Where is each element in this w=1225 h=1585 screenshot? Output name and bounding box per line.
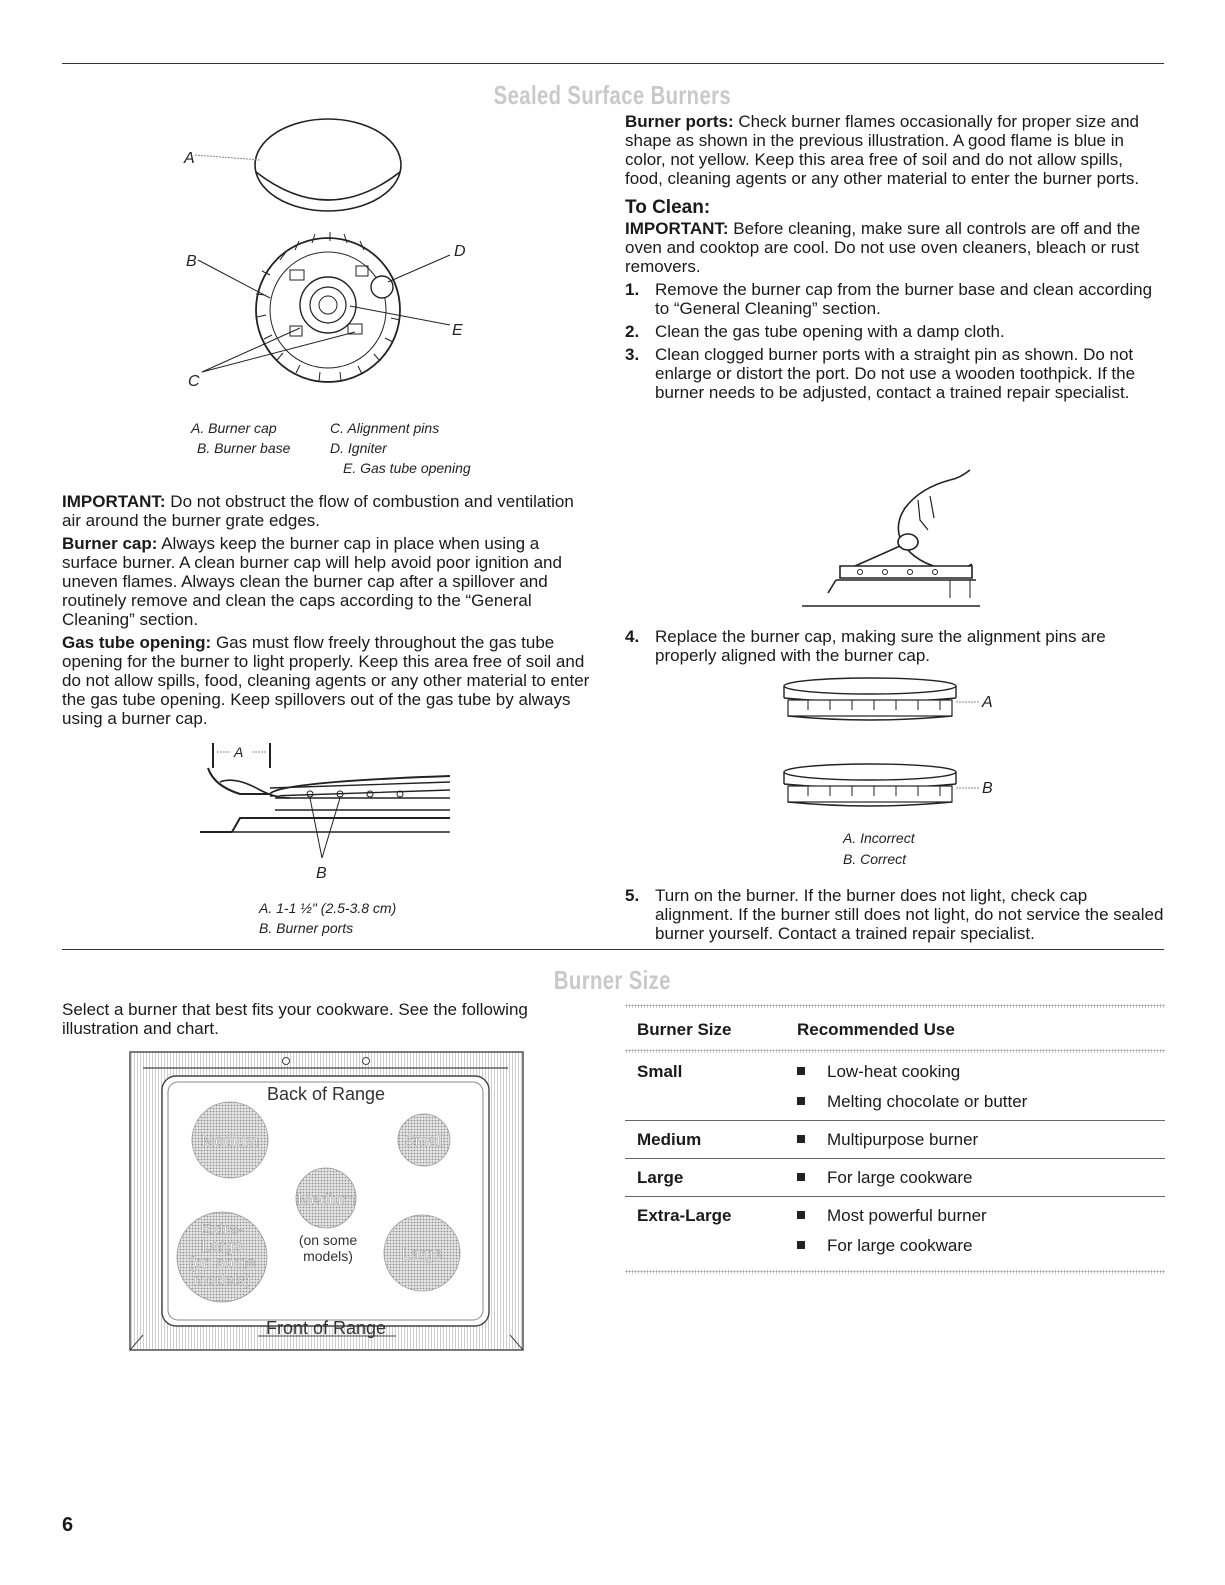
label-b: B — [186, 253, 197, 270]
right-column-step-5 — [625, 886, 1165, 947]
center-note-line-1: (on some — [298, 1232, 358, 1248]
burner-medium-left-label: Medium — [201, 1133, 259, 1150]
burner-xl-label-4: models) — [193, 1272, 251, 1289]
table-row: Medium Multipurpose burner — [625, 1120, 1165, 1158]
pin-cleaning-figure — [800, 468, 990, 613]
clean-important-paragraph: IMPORTANT: Before cleaning, make sure all controls are off and the oven and cooktop are cool. Do not use oven cleaners, bleach or rust removers. — [625, 219, 1141, 276]
figure2-caption-b: B. Burner ports — [259, 920, 354, 936]
use-item: Most powerful burner — [797, 1206, 1165, 1226]
header-burner-size: Burner Size — [637, 1020, 732, 1039]
burner-xl-label-3: (on some — [188, 1255, 256, 1272]
label-c: C — [188, 373, 200, 390]
left-column-text — [62, 492, 592, 732]
use-item: Melting chocolate or butter — [797, 1092, 1165, 1112]
middle-rule — [62, 949, 1164, 950]
burner-ports-paragraph: Burner ports: Check burner flames occasionally for proper size and shape as shown in the previous illustration. A good flame is blue in color, not yellow. Keep this area free of soil and do not allow spills, food, cleaning agents or any other material to enter the burner ports. — [625, 112, 1140, 188]
figure1-caption-e: E. Gas tube opening — [343, 460, 471, 476]
burner-size-intro: Select a burner that best fits your cookware. See the following illustration and chart. — [62, 1000, 528, 1038]
step-5: 5. Turn on the burner. If the burner does not light, check cap alignment. If the burner still does not light, do not service the sealed burner yourself. Contact a trained repair specialist. — [625, 886, 1164, 943]
table-row: Small Low-heat cooking Melting chocolate or butter — [625, 1053, 1165, 1120]
figure1-caption-b: B. Burner base — [197, 440, 291, 456]
right-column-text — [625, 112, 1165, 406]
figure2-caption-a: A. 1-1 ½" (2.5-3.8 cm) — [259, 900, 397, 916]
right-column-step-4 — [625, 627, 1165, 669]
to-clean-heading: To Clean: — [625, 197, 711, 218]
range-burner-diagram — [128, 1050, 528, 1355]
step-3: 3. Clean clogged burner ports with a straight pin as shown. Do not enlarge or distort the port. Do not use a wooden toothpick. If the burner needs to be adjusted, contact a trained repair specialist. — [625, 345, 1136, 402]
burner-small-label: Small — [403, 1133, 445, 1150]
header-recommended-use: Recommended Use — [797, 1020, 955, 1039]
burner-size-title: Burner Size — [553, 965, 671, 995]
cap-alignment-figure — [780, 672, 1010, 822]
cleaning-steps-1-3 — [625, 280, 1165, 402]
align-caption-b: B. Correct — [843, 851, 907, 867]
align-label-b: B — [982, 780, 993, 797]
table-row: Large For large cookware — [625, 1158, 1165, 1196]
burner-xl-label-2: Large — [201, 1238, 243, 1255]
fig2-label-a: A — [234, 744, 244, 760]
align-caption-a: A. Incorrect — [843, 830, 915, 846]
top-rule — [62, 63, 1164, 64]
sealed-burners-title: Sealed Surface Burners — [493, 80, 732, 110]
important-paragraph: IMPORTANT: Do not obstruct the flow of combustion and ventilation air around the burner grate edges. — [62, 492, 574, 530]
table-row: Extra-Large Most powerful burner For large cookware — [625, 1196, 1165, 1264]
table-header-row — [625, 1008, 1165, 1049]
use-item: For large cookware — [797, 1168, 1165, 1188]
align-label-a: A — [982, 694, 993, 711]
burner-large-label: Large — [401, 1246, 443, 1263]
front-of-range-label: Front of Range — [265, 1318, 387, 1338]
table-bottom-bar — [625, 1270, 1165, 1274]
back-of-range-label: Back of Range — [266, 1084, 386, 1104]
figure1-caption-c: C. Alignment pins — [330, 420, 440, 436]
use-item: Low-heat cooking — [797, 1062, 1165, 1082]
gas-tube-paragraph: Gas tube opening: Gas must flow freely throughout the gas tube opening for the burner to light properly. Keep this area free of soil and do not allow spills, food, cleaning agents or any other material to enter the gas tube opening. Keep spillovers out of the gas tube by always using a burner cap. — [62, 633, 590, 728]
label-a: A — [184, 150, 195, 167]
burner-medium-center-label: Medium — [297, 1192, 355, 1209]
fig2-label-b: B — [316, 865, 327, 882]
label-d: D — [454, 243, 466, 260]
step-1: 1. Remove the burner cap from the burner base and clean according to “General Cleaning” section. — [625, 280, 1153, 318]
use-item: For large cookware — [797, 1236, 1165, 1256]
burner-cap-paragraph: Burner cap: Always keep the burner cap in place when using a surface burner. A clean burner cap will help avoid poor ignition and uneven flames. Always clean the burner cap after a spillover and routinely remove and clean the caps according to the “General Cleaning” section. — [62, 534, 562, 629]
figure1-caption-d: D. Igniter — [330, 440, 387, 456]
use-item: Multipurpose burner — [797, 1130, 1165, 1150]
figure1-caption-a: A. Burner cap — [191, 420, 277, 436]
center-note-line-2: models) — [303, 1248, 353, 1264]
burner-exploded-figure — [150, 110, 530, 400]
flame-distance-figure — [200, 738, 460, 888]
step-2: 2. Clean the gas tube opening with a damp cloth. — [625, 322, 1005, 341]
page-number: 6 — [62, 1514, 74, 1536]
burner-xl-label-1: Extra- — [200, 1221, 244, 1238]
burner-size-table — [625, 1004, 1165, 1274]
step-4: 4. Replace the burner cap, making sure the alignment pins are properly aligned with the burner cap. — [625, 627, 1106, 665]
label-e: E — [452, 322, 463, 339]
